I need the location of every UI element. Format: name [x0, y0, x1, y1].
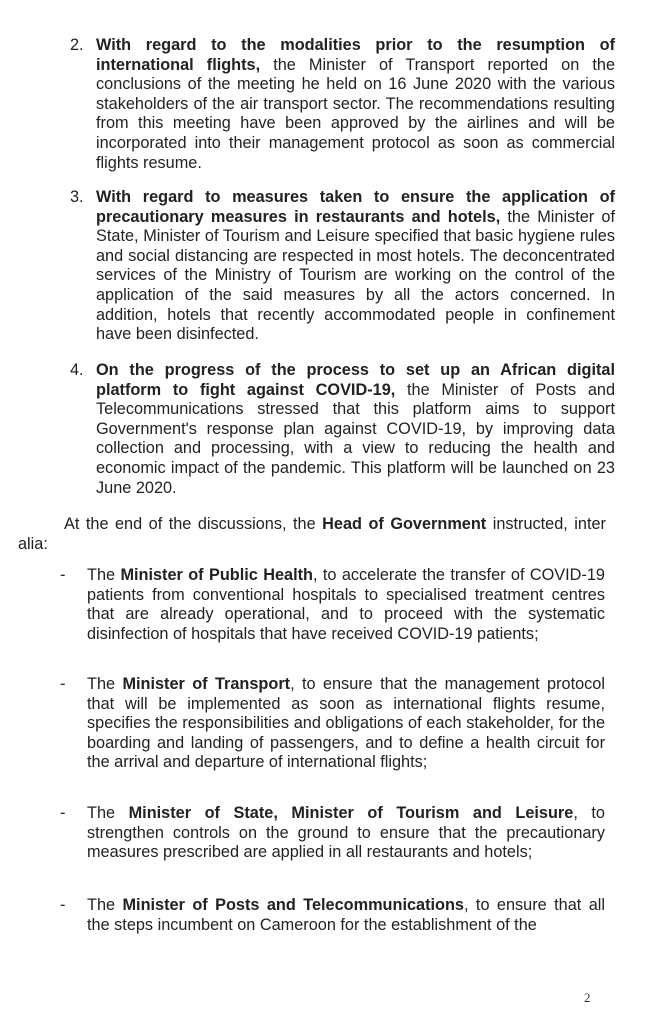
bullet-item	[60, 675, 605, 773]
bullet-dash: -	[60, 566, 66, 584]
item-number: 4.	[70, 361, 84, 379]
intro-emphasis: Head of Government	[322, 515, 487, 533]
page-number: 2	[584, 990, 591, 1005]
bullet-body	[87, 896, 605, 935]
item-body	[96, 36, 615, 173]
bullet-prefix: The	[87, 896, 123, 914]
bullet-dash: -	[60, 675, 66, 693]
item-heading: On the progress of the process to set up an African digital platform to fight against COVID-19,	[96, 361, 615, 399]
intro-text: At the end of the discussions, the	[64, 515, 323, 533]
item-body	[96, 188, 615, 345]
instructions-intro	[18, 515, 606, 554]
bullet-item	[60, 896, 605, 935]
bullet-body	[87, 675, 605, 773]
bullet-minister: Minister of Public Health	[120, 566, 313, 584]
bullet-text: , to strengthen controls on the ground to ensure that the precautionary measures prescribed are applied in all restaurants and hotels;	[87, 804, 605, 862]
bullet-dash: -	[60, 896, 66, 914]
numbered-item-4	[70, 361, 615, 498]
bullet-body	[87, 566, 605, 644]
bullet-prefix: The	[87, 804, 129, 822]
item-heading: With regard to the modalities prior to the resumption of international flights,	[96, 36, 615, 74]
bullet-text: , to ensure that all the steps incumbent on Cameroon for the establishment of the	[87, 896, 605, 934]
bullet-prefix: The	[87, 566, 121, 584]
item-number: 3.	[70, 188, 84, 206]
numbered-item-2	[70, 36, 615, 173]
bullet-item	[60, 804, 605, 863]
bullet-minister: Minister of Posts and Telecommunications	[122, 896, 464, 914]
item-text: the Minister of Transport reported on the conclusions of the meeting he held on 16 June 2020 with the various stakeholders of the air transport sector. The recommendations resulting from this meeting have been approved by the airlines and will be incorporated into their management protocol as soon as commercial flights resume.	[96, 55, 615, 172]
bullet-prefix: The	[87, 675, 123, 693]
bullet-minister: Minister of State, Minister of Tourism and Leisure	[128, 804, 574, 822]
item-number: 2.	[70, 36, 84, 54]
intro-text-end: instructed, inter alia:	[18, 515, 606, 553]
bullet-item	[60, 566, 605, 644]
bullet-dash: -	[60, 804, 66, 822]
bullet-minister: Minister of Transport	[122, 675, 291, 693]
item-heading: With regard to measures taken to ensure the application of precautionary measures in restaurants and hotels,	[96, 188, 615, 226]
bullet-text: , to accelerate the transfer of COVID-19 patients from conventional hospitals to specialised treatment centres that are already operational, and to proceed with the systematic disinfection of hospitals that have received COVID-19 patients;	[87, 566, 605, 643]
bullet-text: , to ensure that the management protocol that will be implemented as soon as international flights resume, specifies the responsibilities and obligations of each stakeholder, for the boarding and landing of passengers, and to define a health circuit for the arrival and departure of international flights;	[87, 675, 605, 772]
bullet-body	[87, 804, 605, 863]
item-text: the Minister of Posts and Telecommunications stressed that this platform aims to support Government's response plan against COVID-19, by improving data collection and processing, with a view to reducing the health and economic impact of the pandemic. This platform will be launched on 23 June 2020.	[96, 380, 615, 497]
item-text: the Minister of State, Minister of Tourism and Leisure specified that basic hygiene rules and social distancing are respected in most hotels. The deconcentrated services of the Ministry of Tourism are working on the control of the application of the said measures by all the actors concerned. In addition, hotels that recently accommodated people in confinement have been disinfected.	[96, 207, 615, 344]
numbered-item-3	[70, 188, 615, 345]
item-body	[96, 361, 615, 498]
